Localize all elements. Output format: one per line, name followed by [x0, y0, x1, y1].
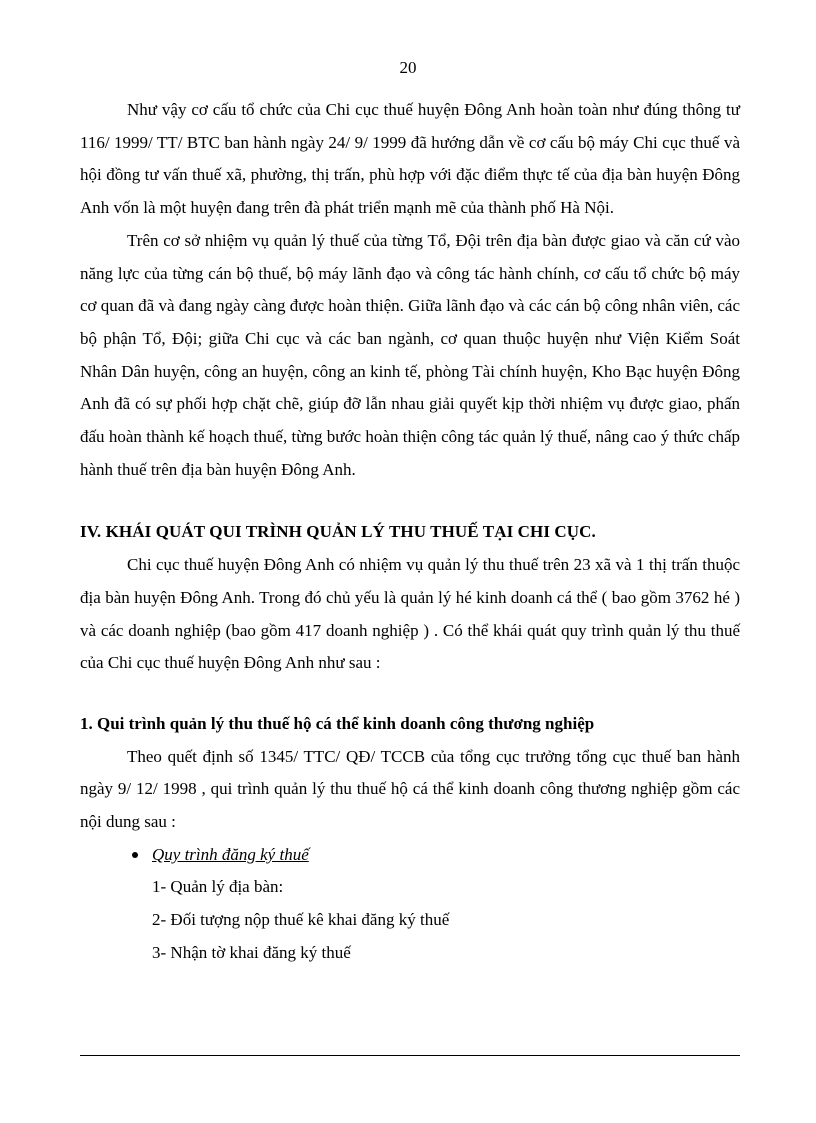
body-paragraph: Theo quết định số 1345/ TTC/ QĐ/ TCCB của tổng cục trưởng tổng cục thuế ban hành ngày 9/ 12/ 1998 , qui trình quản lý thu thuế hộ cá thể kinh doanh công thương nghiệp gồm các nội dung sau :: [80, 746, 740, 832]
list-item: 1- Quản lý địa bàn:: [152, 877, 284, 897]
body-paragraph: Chi cục thuế huyện Đông Anh có nhiệm vụ quản lý thu thuế trên 23 xã và 1 thị trấn thuộc địa bàn huyện Đông Anh. Trong đó chủ yếu là quản lý hé kinh doanh cá thể ( bao gồm 3762 hé ) và các doanh nghiệp (bao gồm 417 doanh nghiệp ) . Có thể khái quát quy trình quản lý thu thuế của Chi cục thuế huyện Đông Anh như sau :: [80, 555, 740, 673]
list-item: 2- Đối tượng nộp thuế kê khai đăng ký thuế: [152, 910, 450, 930]
page-number: 20: [399, 58, 417, 77]
body-paragraph: Như vậy cơ cấu tổ chức của Chi cục thuế huyện Đông Anh hoàn toàn như đúng thông tư 116/ 1999/ TT/ BTC ban hành ngày 24/ 9/ 1999 đã hướng dẫn về cơ cấu bộ máy Chi cục thuế và hội đồng tư vấn thuế xã, phường, thị trấn, phù hợp với đặc điểm thực tế của địa bàn huyện Đông Anh vốn là một huyện đang trên đà phát triển mạnh mẽ của thành phố Hà Nội.: [80, 100, 740, 218]
list-item: 3- Nhận tờ khai đăng ký thuế: [152, 942, 351, 962]
section-heading: IV. KHÁI QUÁT QUI TRÌNH QUẢN LÝ THU THUẾ TẠI CHI CỤC.: [80, 522, 596, 542]
bullet-item: [80, 839, 740, 872]
body-paragraph: Trên cơ sở nhiệm vụ quản lý thuế của từng Tổ, Đội trên địa bàn được giao và căn cứ vào năng lực của từng cán bộ thuế, bộ máy lãnh đạo và công tác hành chính, cơ cấu tổ chức bộ máy cơ quan đã và đang ngày càng được hoàn thiện. Giữa lãnh đạo và các cán bộ công nhân viên, các bộ phận Tổ, Đội; giữa Chi cục và các ban ngành, cơ quan thuộc huyện như Viện Kiểm Soát Nhân Dân huyện, công an huyện, công an kinh tế, phòng Tài chính huyện, Kho Bạc huyện Đông Anh đã có sự phối hợp chặt chẽ, giúp đỡ lẫn nhau giải quyết kịp thời nhiệm vụ được giao, phấn đấu hoàn thành kế hoạch thuế, từng bước hoàn thiện công tác quản lý thuế, nâng cao ý thức chấp hành thuế trên địa bàn huyện Đông Anh.: [80, 230, 740, 479]
document-body: [80, 94, 740, 970]
bullet-icon: [132, 852, 138, 858]
subsection-heading: 1. Qui trình quản lý thu thuế hộ cá thể kinh doanh công thương nghiệp: [80, 713, 595, 733]
footer-divider: [80, 1055, 740, 1056]
bullet-text: Quy trình đăng ký thuế: [152, 844, 309, 864]
